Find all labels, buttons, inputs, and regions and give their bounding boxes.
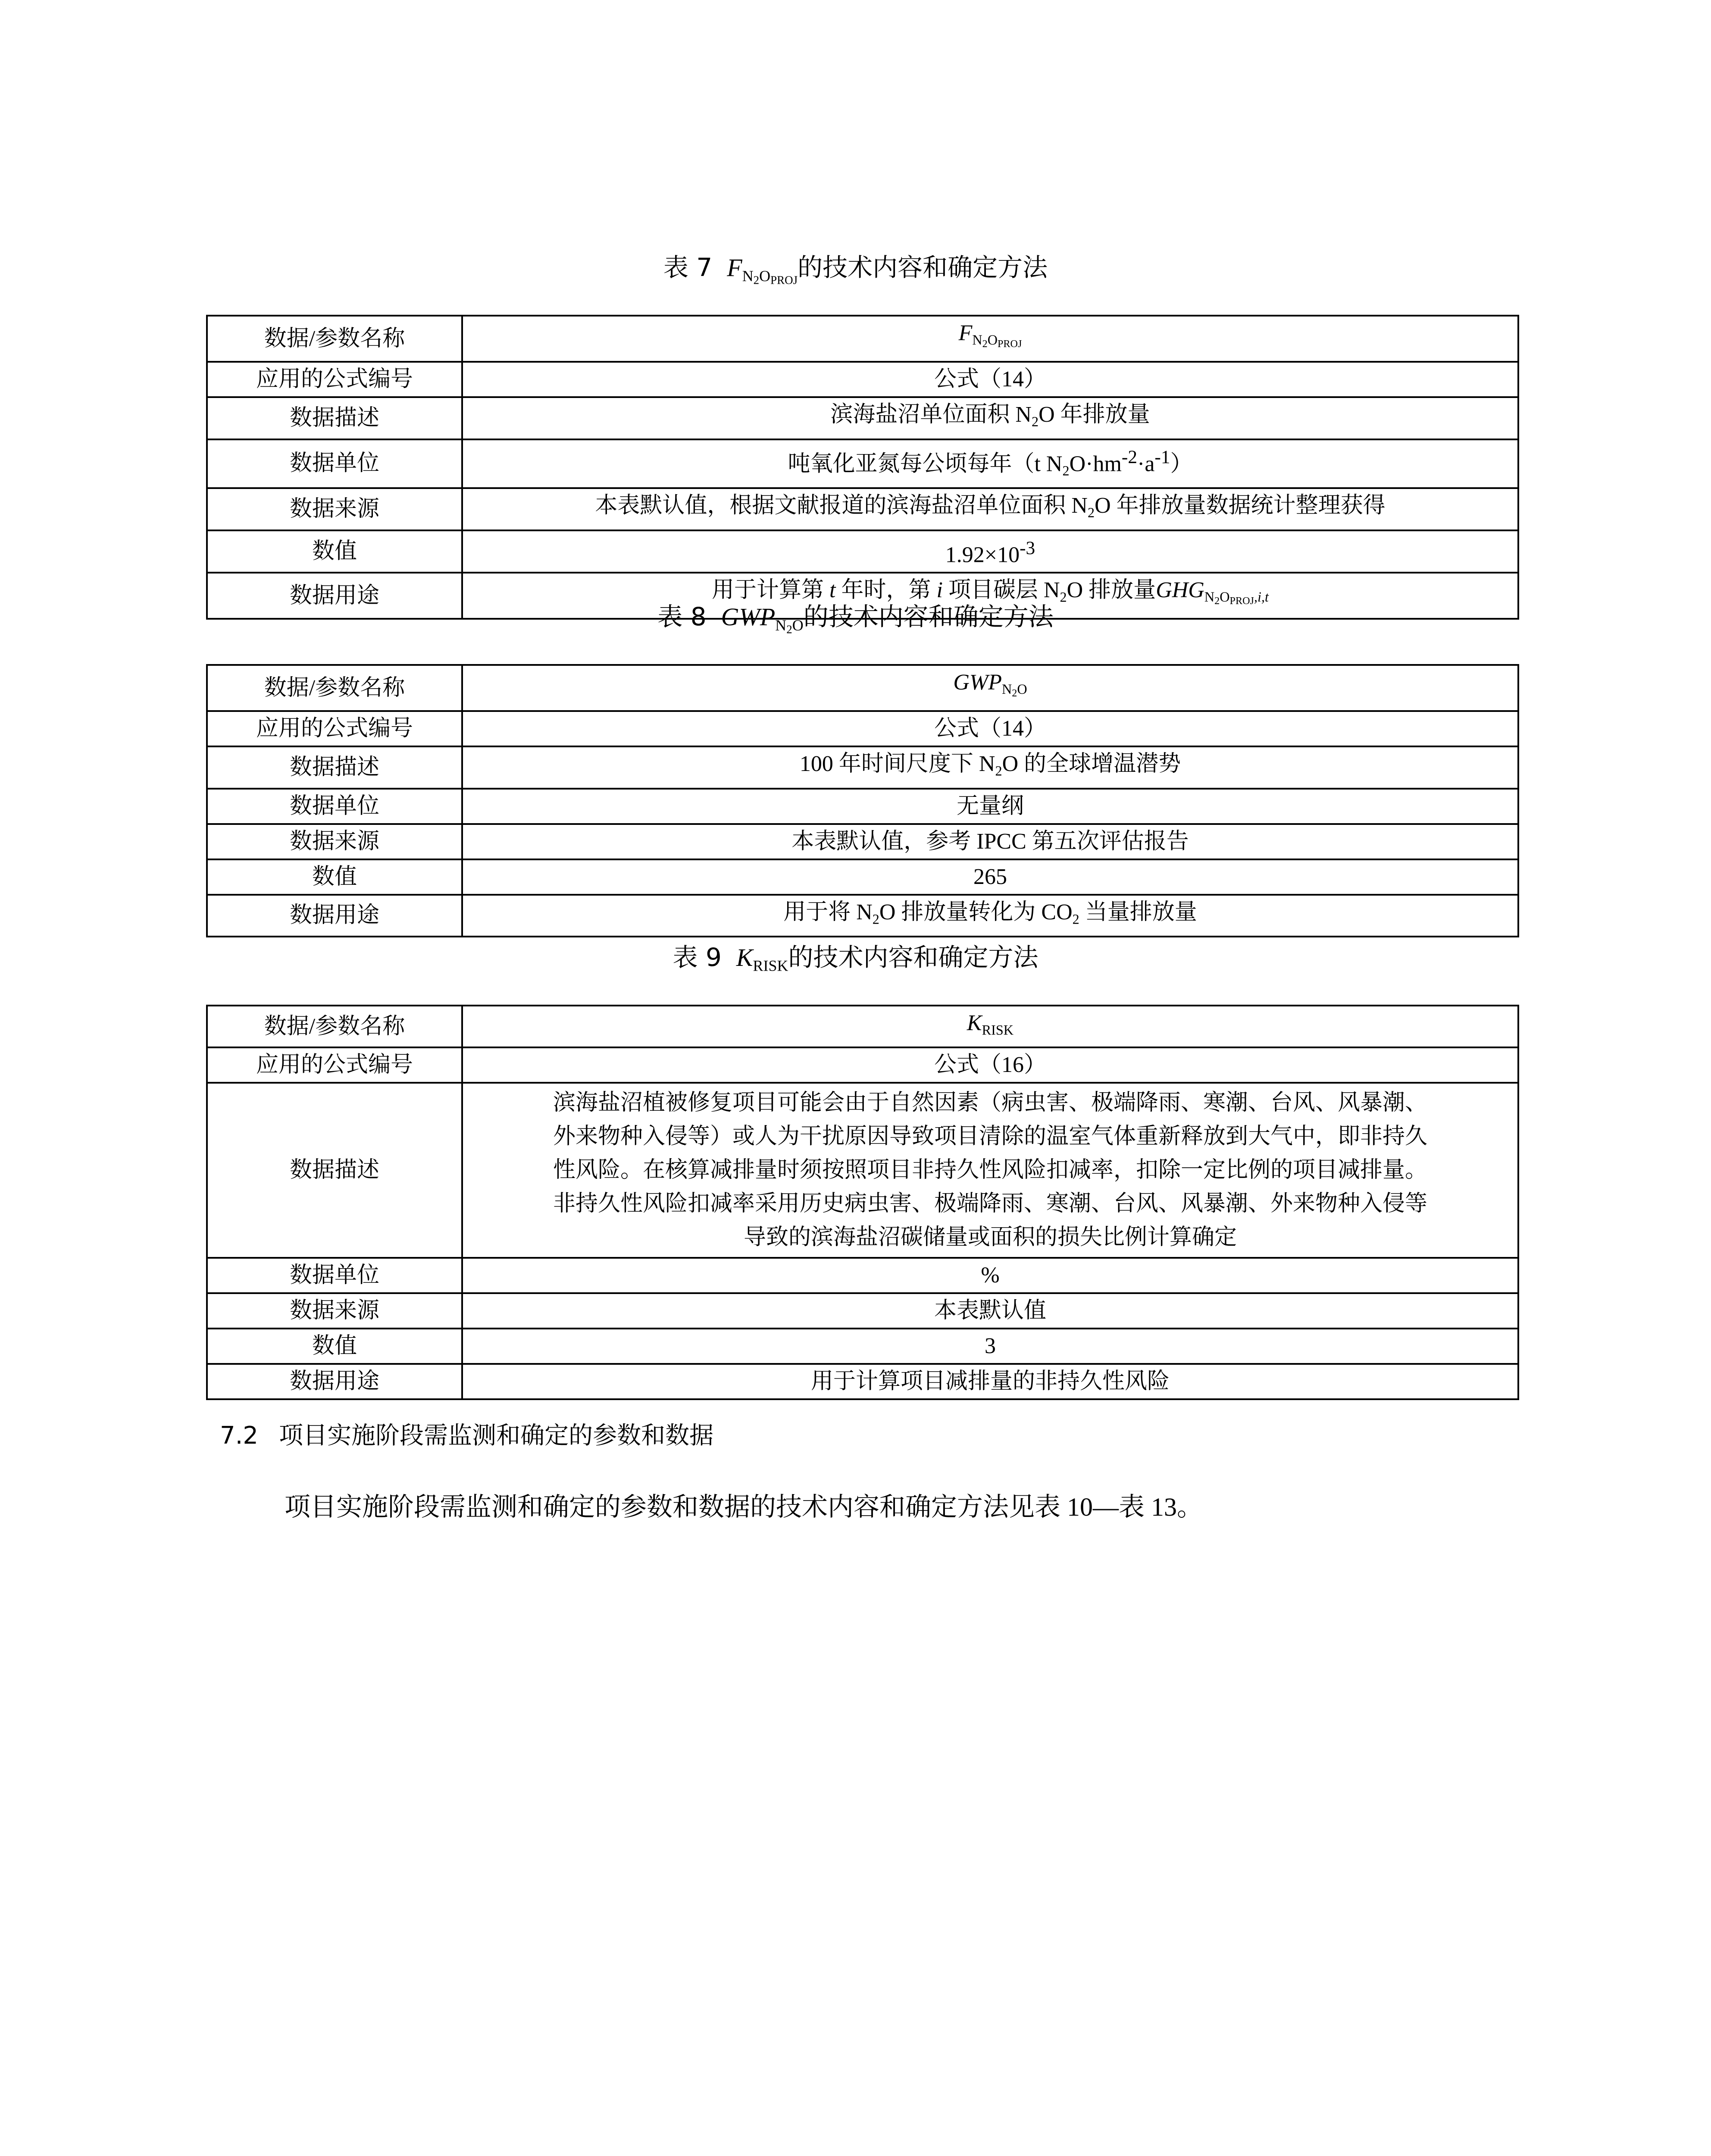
table8-use-value: 用于将 $N_2O$ 排放量转化为 $CO_2$ 当量排放量: [462, 895, 1518, 937]
desc-line: 滨海盐沼植被修复项目可能会由于自然因素（病虫害、极端降雨、寒潮、台风、风暴潮、: [553, 1091, 1427, 1116]
section-number: 7.2: [220, 1422, 259, 1450]
table-row: [207, 1329, 1518, 1364]
table9-caption-symbol: $K_{RISK}$: [736, 943, 788, 975]
table-row: [207, 711, 1518, 746]
table8-formula-label: 应用的公式编号: [207, 711, 462, 746]
desc-line: 性风险。在核算减排量时须按照项目非持久性风险扣减率，扣除一定比例的项目减排量。: [553, 1158, 1427, 1183]
table-row: [207, 1258, 1518, 1293]
table9-name-label: 数据/参数名称: [207, 1006, 462, 1047]
table7-unit-value: 吨氧化亚氮每公顷每年（t $N_2O\cdot hm^{-2}\cdot a^{-1}$）: [462, 439, 1518, 489]
table9-use-label: 数据用途: [207, 1364, 462, 1399]
section-heading: [220, 1419, 713, 1453]
table7-name-value: $F_{N_2O_{PROJ}}$: [462, 316, 1518, 362]
table-row: [207, 362, 1518, 397]
table9-unit-value: %: [462, 1258, 1518, 1293]
table8-desc-label: 数据描述: [207, 746, 462, 788]
table7-unit-label: 数据单位: [207, 439, 462, 489]
table-row: [207, 1083, 1518, 1258]
table-row: [207, 1006, 1518, 1047]
table8: [206, 664, 1519, 937]
table-row: [207, 1047, 1518, 1083]
table7-desc-label: 数据描述: [207, 397, 462, 439]
desc-line: 外来物种入侵等）或人为干扰原因导致项目清除的温室气体重新释放到大气中，即非持久: [553, 1124, 1427, 1149]
table7-desc-value: 滨海盐沼单位面积 $N_2O$ 年排放量: [462, 397, 1518, 439]
table8-formula-value: 公式（14）: [462, 711, 1518, 746]
table-row: [207, 488, 1518, 530]
table-row: [207, 1293, 1518, 1329]
table7-caption-text: 的技术内容和确定方法: [798, 253, 1048, 282]
table8-caption-symbol: $GWP_{N_2O}$: [721, 603, 804, 636]
table9-value-value: 3: [462, 1329, 1518, 1364]
desc-line: 非持久性风险扣减率采用历史病虫害、极端降雨、寒潮、台风、风暴潮、外来物种入侵等: [553, 1191, 1427, 1216]
table-row: [207, 397, 1518, 439]
table7-name-label: 数据/参数名称: [207, 316, 462, 362]
table9-caption: [0, 940, 1711, 983]
table7-source-value: 本表默认值，根据文献报道的滨海盐沼单位面积 $N_2O$ 年排放量数据统计整理获得: [462, 488, 1518, 530]
table7: [206, 315, 1519, 620]
table9-unit-label: 数据单位: [207, 1258, 462, 1293]
desc-line: 导致的滨海盐沼碳储量或面积的损失比例计算确定: [743, 1225, 1237, 1250]
table8-unit-label: 数据单位: [207, 789, 462, 824]
table8-caption-text: 的技术内容和确定方法: [803, 602, 1054, 631]
table9-caption-text: 的技术内容和确定方法: [788, 943, 1038, 972]
table-row: [207, 530, 1518, 573]
table8-caption-number: 表 8: [657, 602, 707, 631]
table8-name-value: $GWP_{N_2O}$: [462, 665, 1518, 711]
table8-unit-value: 无量纲: [462, 789, 1518, 824]
table7-caption-symbol: $F_{N_2O_{PROJ}}$: [727, 254, 798, 287]
table9-value-label: 数值: [207, 1329, 462, 1364]
table9-name-value: $K_{RISK}$: [462, 1006, 1518, 1047]
table8-value-value: 265: [462, 859, 1518, 895]
table9-source-label: 数据来源: [207, 1293, 462, 1329]
table-row: [207, 746, 1518, 788]
table-row: [207, 439, 1518, 489]
table9-formula-label: 应用的公式编号: [207, 1047, 462, 1083]
section-paragraph: 项目实施阶段需监测和确定的参数和数据的技术内容和确定方法见表 10—表 13。: [285, 1493, 1203, 1521]
table-row: [207, 895, 1518, 937]
table8-source-value: 本表默认值，参考 IPCC 第五次评估报告: [462, 824, 1518, 859]
section-title: 项目实施阶段需监测和确定的参数和数据: [279, 1422, 714, 1450]
table-row: [207, 789, 1518, 824]
table9-desc-label: 数据描述: [207, 1083, 462, 1258]
table-row: [207, 316, 1518, 362]
table7-caption: [0, 250, 1711, 297]
table8-source-label: 数据来源: [207, 824, 462, 859]
table7-value-value: $1.92\times 10^{-3}$: [462, 530, 1518, 573]
table9-desc-value: [462, 1083, 1518, 1258]
table8-name-label: 数据/参数名称: [207, 665, 462, 711]
table7-source-label: 数据来源: [207, 488, 462, 530]
table8-use-label: 数据用途: [207, 895, 462, 937]
table7-use-value: 用于计算第 t 年时，第 i 项目碳层 $N_2O$ 排放量$GHG_{N_2O_{PROJ},i,t}$: [462, 573, 1518, 619]
table7-value-label: 数值: [207, 530, 462, 573]
table-row: [207, 824, 1518, 859]
table7-caption-number: 表 7: [663, 253, 713, 282]
table9-use-value: 用于计算项目减排量的非持久性风险: [462, 1364, 1518, 1399]
table8-caption: [0, 599, 1711, 646]
table-row: [207, 1364, 1518, 1399]
table-row: [207, 665, 1518, 711]
table9: [206, 1005, 1519, 1400]
table9-formula-value: 公式（16）: [462, 1047, 1518, 1083]
table7-formula-label: 应用的公式编号: [207, 362, 462, 397]
table9-source-value: 本表默认值: [462, 1293, 1518, 1329]
table8-desc-value: 100 年时间尺度下 $N_2O$ 的全球增温潜势: [462, 746, 1518, 788]
table-row: [207, 859, 1518, 895]
table8-value-label: 数值: [207, 859, 462, 895]
table7-use-label: 数据用途: [207, 573, 462, 619]
table7-formula-value: 公式（14）: [462, 362, 1518, 397]
table9-caption-number: 表 9: [673, 943, 722, 972]
